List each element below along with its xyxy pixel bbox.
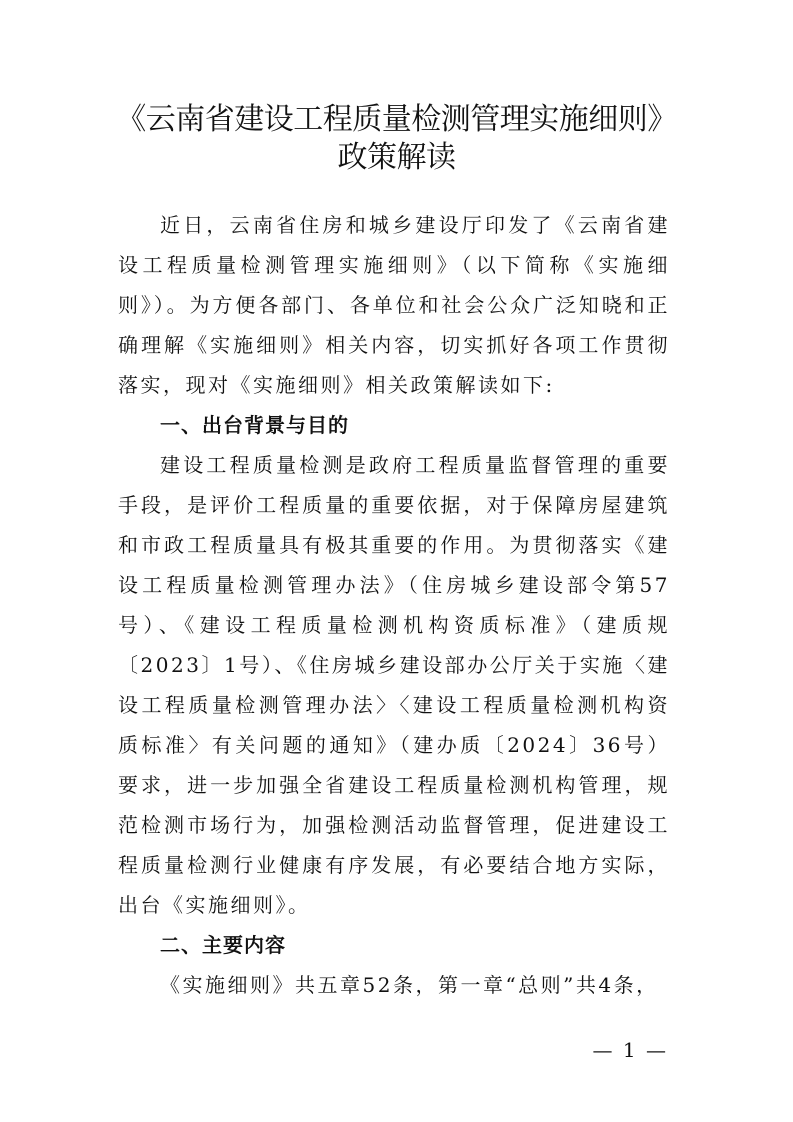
document-title-line1: 《云南省建设工程质量检测管理实施细则》 [116, 102, 677, 137]
page-number: — 1 — [592, 1038, 668, 1062]
document-title-line2: 政策解读 [337, 140, 456, 175]
section2-heading: 二、主要内容 [160, 933, 286, 957]
document-body [118, 205, 670, 1005]
intro-paragraph: 近日，云南省住房和城乡建设厅印发了《云南省建设工程质量检测管理实施细则》（以下简称《实施细则》）。为方便各部门、各单位和社会公众广泛知晓和正确理解《实施细则》相关内容，切实抓好各项工作贯彻落实，现对《实施细则》相关政策解读如下: [118, 213, 670, 397]
section2-paragraph: 《实施细则》共五章52条，第一章“总则”共4条， [160, 973, 659, 997]
section1-paragraph: 建设工程质量检测是政府工程质量监督管理的重要手段，是评价工程质量的重要依据，对于保障房屋建筑和市政工程质量具有极其重要的作用。为贯彻落实《建设工程质量检测管理办法》（住房城乡建设部令第57号）、《建设工程质量检测机构资质标准》（建质规〔2023〕1号）、《住房城乡建设部办公厅关于实施〈建设工程质量检测管理办法〉〈建设工程质量检测机构资质标准〉有关问题的通知》（建办质〔2024〕36号）要求，进一步加强全省建设工程质量检测机构管理，规范检测市场行为，加强检测活动监督管理，促进建设工程质量检测行业健康有序发展，有必要结合地方实际，出台《实施细则》。 [118, 453, 670, 917]
section1-heading: 一、出台背景与目的 [160, 413, 349, 437]
